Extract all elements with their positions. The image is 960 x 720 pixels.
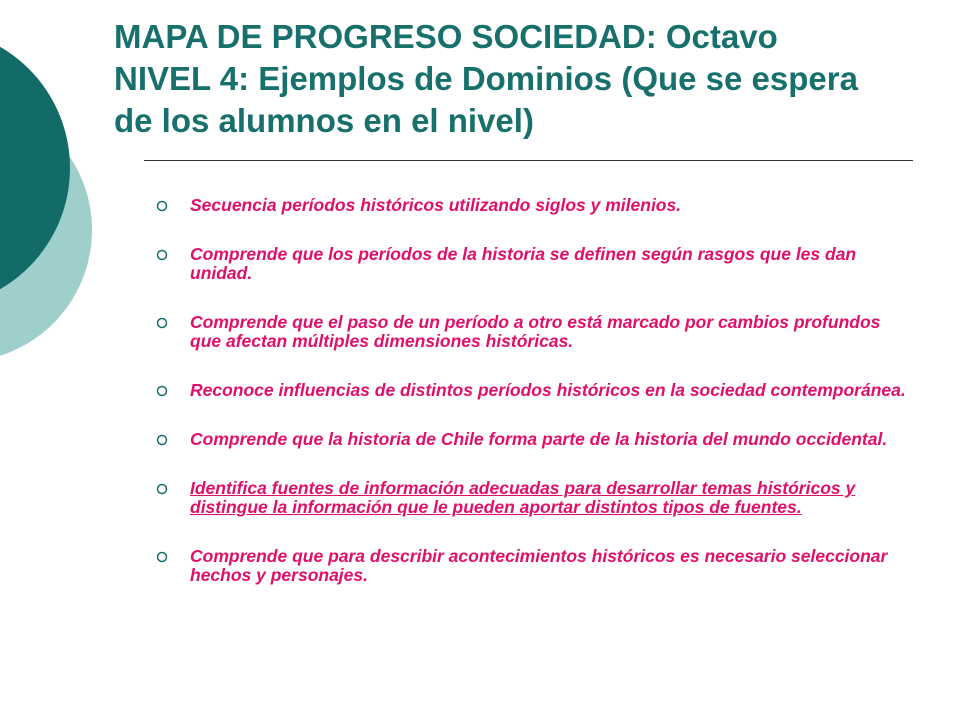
title-line2-rest: Ejemplos de Dominios (Que se espera: [249, 60, 858, 97]
list-item-text: Comprende que para describir acontecimientos históricos es necesario seleccionar hechos y personajes.: [190, 546, 888, 585]
list-item-text: Secuencia períodos históricos utilizando siglos y milenios.: [190, 195, 682, 215]
slide-title: [114, 16, 934, 142]
list-item: [156, 381, 916, 400]
bullet-list: [156, 196, 916, 615]
list-item-text: Comprende que el paso de un período a otro está marcado por cambios profundos que afectan múltiples dimensiones históricas.: [190, 312, 881, 351]
list-item: [156, 196, 916, 215]
list-item[interactable]: [156, 479, 916, 517]
list-item: [156, 245, 916, 283]
title-line3: de los alumnos en el nivel): [114, 102, 534, 139]
title-divider: [144, 160, 913, 161]
ring-bullet-icon: [156, 434, 168, 446]
ring-bullet-icon: [156, 483, 168, 495]
decorative-circles: [0, 0, 120, 400]
list-item-link-text[interactable]: Identifica fuentes de información adecuadas para desarrollar temas históricos y distingue la información que le pueden aportar distintos tipos de fuentes.: [190, 478, 856, 517]
title-line2-bold: NIVEL 4:: [114, 60, 250, 97]
ring-bullet-icon: [156, 317, 168, 329]
ring-bullet-icon: [156, 200, 168, 212]
list-item: [156, 430, 916, 449]
list-item-text: Comprende que la historia de Chile forma parte de la historia del mundo occidental.: [190, 429, 888, 449]
ring-bullet-icon: [156, 551, 168, 563]
list-item: [156, 313, 916, 351]
ring-bullet-icon: [156, 249, 168, 261]
list-item-text: Reconoce influencias de distintos períodos históricos en la sociedad contemporánea.: [190, 380, 906, 400]
circles-graphic: [0, 0, 120, 400]
ring-bullet-icon: [156, 385, 168, 397]
title-line1: MAPA DE PROGRESO SOCIEDAD: Octavo: [114, 18, 778, 55]
list-item: [156, 547, 916, 585]
list-item-text: Comprende que los períodos de la historia se definen según rasgos que les dan unidad.: [190, 244, 857, 283]
